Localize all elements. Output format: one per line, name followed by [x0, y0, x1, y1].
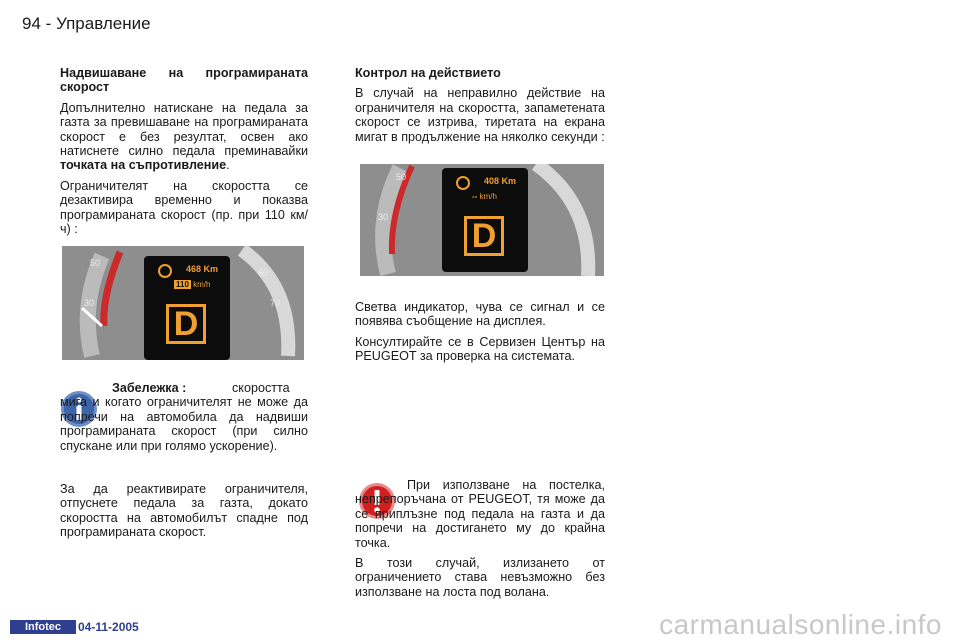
speed-limiter-icon [158, 264, 172, 278]
paragraph-malfunction: В случай на неправилно действие на ограничителя на скоростта, запаметената скорост се изтрива, тиретата на екрана мигат в продължение на няколко секунди : [355, 86, 605, 144]
gear-indicator: D [166, 304, 206, 344]
watermark: carmanualsonline.info [659, 609, 942, 640]
odometer-value: 468 Km [185, 264, 218, 274]
paragraph-text: Допълнително натискане на педала за газта за превишаване на програмираната скорост е без резултат, освен ако натиснете силно педала преминавайки [60, 100, 308, 159]
svg-text:60: 60 [258, 268, 269, 278]
paragraph-reactivate: За да реактивирате ограничителя, отпуснете педала за газта, докато скоростта на автомобилът спадне под програмираната скорост. [60, 482, 308, 540]
limiter-speed: 110 [176, 280, 189, 289]
display-panel-fault [448, 172, 522, 268]
page-number: 94 [22, 14, 41, 33]
odometer-value: 408 Km [483, 176, 516, 186]
svg-text:50: 50 [90, 258, 101, 268]
warning-paragraph: При използване на постелка, непрепоръчана от PEUGEOT, тя може да се приплъзне под педала на газта и да попречи на достигането му до крайна точка. [355, 478, 605, 550]
paragraph-service: Консултирайте се в Сервизен Център на PEUGEOT за проверка на системата. [355, 334, 605, 364]
paragraph-indicator: Светва индикатор, чува се сигнал и се появява съобщение на дисплея. [355, 300, 605, 329]
dashboard-image-fault [360, 164, 604, 276]
paragraph-deactivate: Ограничителят на скоростта се дезактивира временно и показва програмираната скорост (пр. при 110 км/ч) : [60, 178, 308, 237]
dashboard-image-speed [62, 246, 304, 360]
warning-paragraph-2: В този случай, излизането от ограничението става невъзможно без използване на лоста под волана. [355, 556, 605, 599]
punct: . [226, 158, 230, 173]
bold-term: точката на съпротивление [60, 158, 227, 173]
note-text: скоростта мига и когато ограничителят не може да попречи на автомобила да надвиши програмираната скорост (при силно спускане или при голямо ускорение). [60, 381, 308, 453]
paragraph-overspeed [60, 101, 308, 173]
section-heading-control: Контрол на действието [355, 66, 501, 80]
svg-text:30: 30 [378, 212, 389, 222]
page-title: Управление [56, 14, 151, 33]
speed-unit: km/h [479, 192, 497, 201]
speed-limiter-icon [456, 176, 470, 190]
right-column-middle [355, 300, 605, 370]
limiter-speed-readout [472, 192, 497, 201]
left-column-top [60, 66, 308, 242]
svg-text:50: 50 [396, 172, 407, 182]
header-separator: - [45, 14, 52, 33]
note-label: Забележка : [112, 381, 187, 395]
section-heading-overspeed: Надвишаване на програмираната скорост [60, 66, 308, 95]
display-panel [150, 260, 224, 356]
svg-text:30: 30 [84, 298, 95, 308]
footer-date: 04-11-2005 [78, 620, 139, 634]
limiter-speed-readout [174, 280, 210, 289]
svg-text:70: 70 [270, 298, 281, 308]
page-header [22, 14, 151, 34]
limiter-dashes: -- [472, 192, 478, 201]
infotec-badge: Infotec [10, 620, 76, 634]
gear-indicator: D [464, 216, 504, 256]
left-column-bottom [60, 482, 308, 546]
warning-block [355, 478, 605, 605]
speed-unit: km/h [193, 280, 211, 289]
right-column-top [355, 66, 605, 150]
note-body [60, 381, 308, 453]
